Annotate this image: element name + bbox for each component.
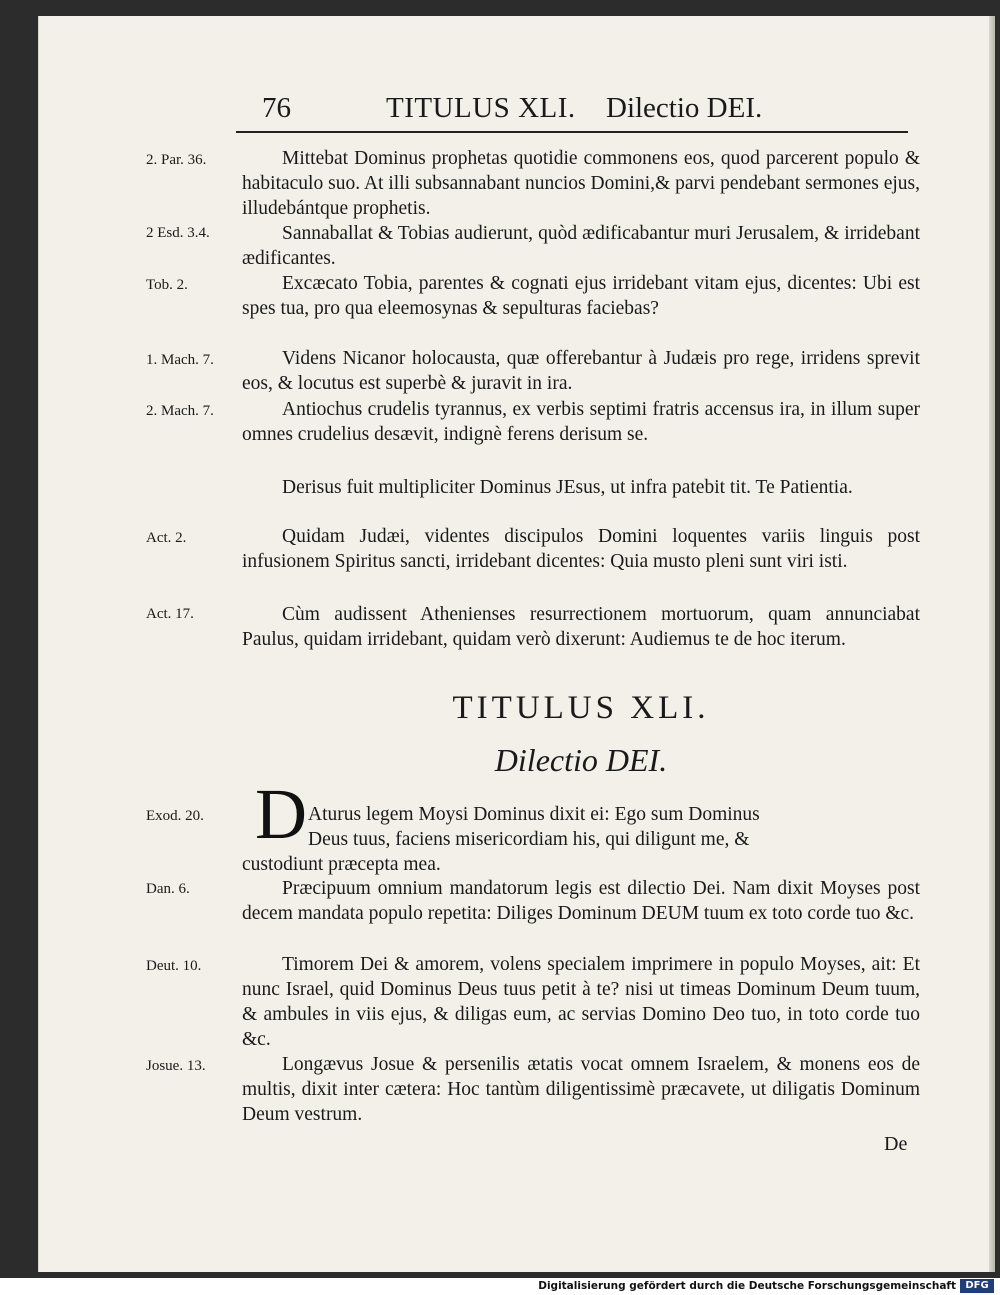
margin-reference: Act. 17. xyxy=(146,606,194,622)
dfg-logo: DFG xyxy=(960,1279,994,1293)
margin-reference: Act. 2. xyxy=(146,530,187,546)
first-entry-line: custodiunt præcepta mea. xyxy=(242,854,441,875)
margin-reference: Deut. 10. xyxy=(146,958,202,974)
entry-paragraph: Longævus Josue & persenilis ætatis vocat omnem Israelem, & monens eos de multis, dixit inter cætera: Hoc tantùm diligentissimè præcavete, ut diligatis Dominum Deum vestrum. xyxy=(242,1054,920,1125)
margin-reference: 2. Mach. 7. xyxy=(146,403,214,419)
header-subject: Dilectio DEI. xyxy=(606,92,763,124)
funding-credit: Digitalisierung gefördert durch die Deutsche Forschungsgemeinschaft xyxy=(538,1280,956,1292)
section-title: TITULUS XLI. xyxy=(452,690,710,726)
section-subtitle: Dilectio DEI. xyxy=(494,742,668,778)
margin-reference: Josue. 13. xyxy=(146,1058,206,1074)
entry-paragraph: Mittebat Dominus prophetas quotidie commonens eos, quod parcerent populo & habitaculo suo. At illi subsannabant nuncios Domini,& parvi pendebant sermones ejus, illudebántque prophetis. xyxy=(242,148,920,219)
entry-paragraph: Videns Nicanor holocausta, quæ offerebantur à Judæis pro rege, irridens sprevit eos, & locutus est superbè & juravit in ira. xyxy=(242,348,920,394)
margin-reference: 2. Par. 36. xyxy=(146,152,207,168)
margin-reference: Dan. 6. xyxy=(146,881,190,897)
drop-cap: D xyxy=(255,774,307,854)
entry-paragraph: Timorem Dei & amorem, volens specialem imprimere in populo Moyses, ait: Et nunc Israel, quid Dominus Deus tuus petit à te? nisi ut timeas Dominum Deum tuum, & ambules in viis ejus, & diligas eum, ac servias Domino Deo tuo, in toto corde tuo &c. xyxy=(242,954,920,1050)
header-rule xyxy=(236,131,908,133)
margin-reference: Exod. 20. xyxy=(146,808,204,824)
footer-bar xyxy=(0,1278,1000,1295)
header-title: TITULUS XLI. xyxy=(386,92,576,124)
first-entry-line: Deus tuus, faciens misericordiam his, qui diligunt me, & xyxy=(308,829,750,850)
page-edge xyxy=(989,16,995,1272)
page-number: 76 xyxy=(262,92,291,124)
entry-paragraph: Excæcato Tobia, parentes & cognati ejus irridebant vitam ejus, dicentes: Ubi est spes tua, pro qua eleemosynas & sepulturas faciebas? xyxy=(242,273,920,319)
entry-paragraph: Derisus fuit multipliciter Dominus JEsus, ut infra patebit tit. Te Patientia. xyxy=(282,477,853,498)
entry-paragraph: Cùm audissent Athenienses resurrectionem mortuorum, quam annunciabat Paulus, quidam irridebant, quidam verò dixerunt: Audiemus te de hoc iterum. xyxy=(242,604,920,650)
first-entry-paragraph xyxy=(242,802,920,877)
entry-paragraph: Sannaballat & Tobias audierunt, quòd ædificabantur muri Jerusalem, & irridebant ædificantes. xyxy=(242,223,920,269)
entry-paragraph: Quidam Judæi, videntes discipulos Domini loquentes variis linguis post infusionem Spiritus sancti, irridebant dicentes: Quia musto pleni sunt viri isti. xyxy=(242,526,920,572)
first-entry-line: Aturus legem Moysi Dominus dixit ei: Ego sum Dominus xyxy=(308,804,760,825)
margin-reference: 1. Mach. 7. xyxy=(146,352,214,368)
catchword: De xyxy=(884,1133,908,1155)
margin-reference: 2 Esd. 3.4. xyxy=(146,225,210,241)
entry-paragraph: Præcipuum omnium mandatorum legis est dilectio Dei. Nam dixit Moyses post decem mandata populo repetita: Diliges Dominum DEUM tuum ex toto corde tuo &c. xyxy=(242,878,920,924)
margin-reference: Tob. 2. xyxy=(146,277,188,293)
entry-paragraph: Antiochus crudelis tyrannus, ex verbis septimi fratris accensus ira, in illum super omnes crudelius desævit, indignè ferens derisum se. xyxy=(242,399,920,445)
